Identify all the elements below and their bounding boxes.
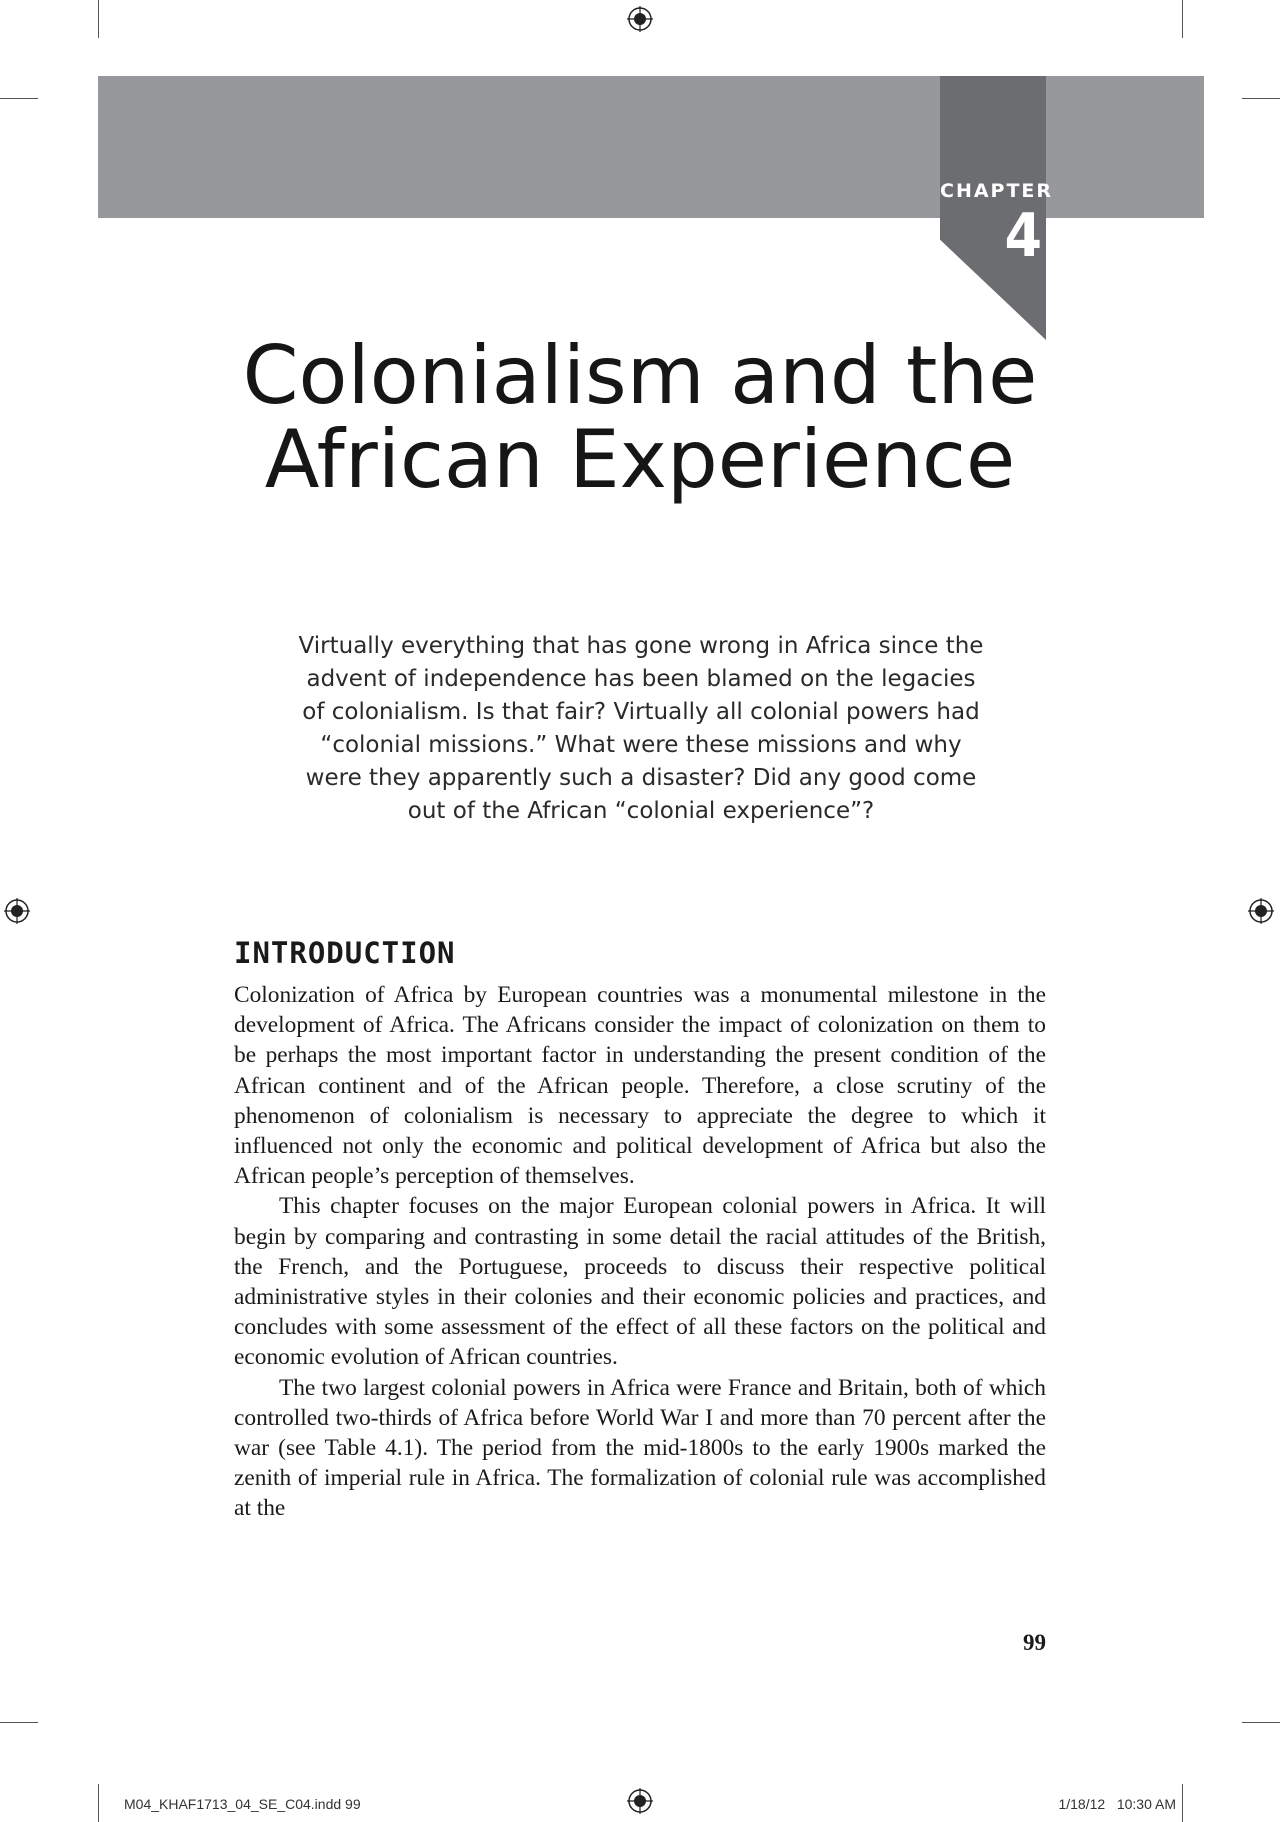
chapter-title <box>160 329 1120 506</box>
chapter-title-line-1: Colonialism and the <box>242 329 1038 422</box>
crop-mark <box>0 1722 38 1723</box>
slug-timestamp: 1/18/12 10:30 AM <box>1058 1796 1176 1812</box>
chapter-title-line-2: African Experience <box>264 413 1016 506</box>
crop-mark <box>98 0 99 38</box>
chapter-number: 4 <box>1004 201 1042 271</box>
registration-mark-icon <box>4 898 30 924</box>
registration-mark-icon <box>627 1788 653 1814</box>
paragraph: The two largest colonial powers in Africa were France and Britain, both of which controlled two-thirds of Africa before World War I and more than 70 percent after the war (see Table 4.1). The period from the mid-1800s to the early 1900s marked the zenith of imperial rule in Africa. The formalization of colonial rule was accomplished at the <box>234 1374 1046 1522</box>
crop-mark <box>1182 0 1183 38</box>
chapter-label: CHAPTER <box>940 180 1054 202</box>
crop-mark <box>1242 98 1280 99</box>
crop-mark <box>98 1784 99 1822</box>
crop-mark <box>0 98 38 99</box>
paragraph: This chapter focuses on the major European colonial powers in Africa. It will begin by comparing and contrasting in some detail the racial attitudes of the British, the French, and the Portuguese, proceeds to discuss their respective political administrative styles in their colonies and their economic policies and practices, and concludes with some assessment of the effect of all these factors on the political and economic evolution of African countries. <box>234 1193 1046 1371</box>
paragraph: Colonization of Africa by European countries was a monumental milestone in the development of Africa. The Africans consider the impact of colonization on them to be perhaps the most important factor in understanding the present condition of the African continent and of the African people. Therefore, a close scrutiny of the phenomenon of colonialism is necessary to appreciate the degree to which it influenced not only the economic and political development of Africa but also the African people’s perception of themselves. <box>234 982 1046 1190</box>
registration-mark-icon <box>1248 898 1274 924</box>
registration-mark-icon <box>627 6 653 32</box>
crop-mark <box>1182 1784 1183 1822</box>
slug-file-info: M04_KHAF1713_04_SE_C04.indd 99 <box>124 1796 361 1812</box>
section-heading: INTRODUCTION <box>234 936 456 970</box>
chapter-epigraph: Virtually everything that has gone wrong in Africa since the advent of independence has been blamed on the legacies of colonialism. Is that fair? Virtually all colonial powers had “colonial missions.” What were these missions and why were they apparently such a disaster? Did any good come out of the African “colonial experience”? <box>298 633 984 824</box>
body-text <box>234 980 1046 1524</box>
page-number: 99 <box>1023 1630 1046 1655</box>
crop-mark <box>1242 1722 1280 1723</box>
